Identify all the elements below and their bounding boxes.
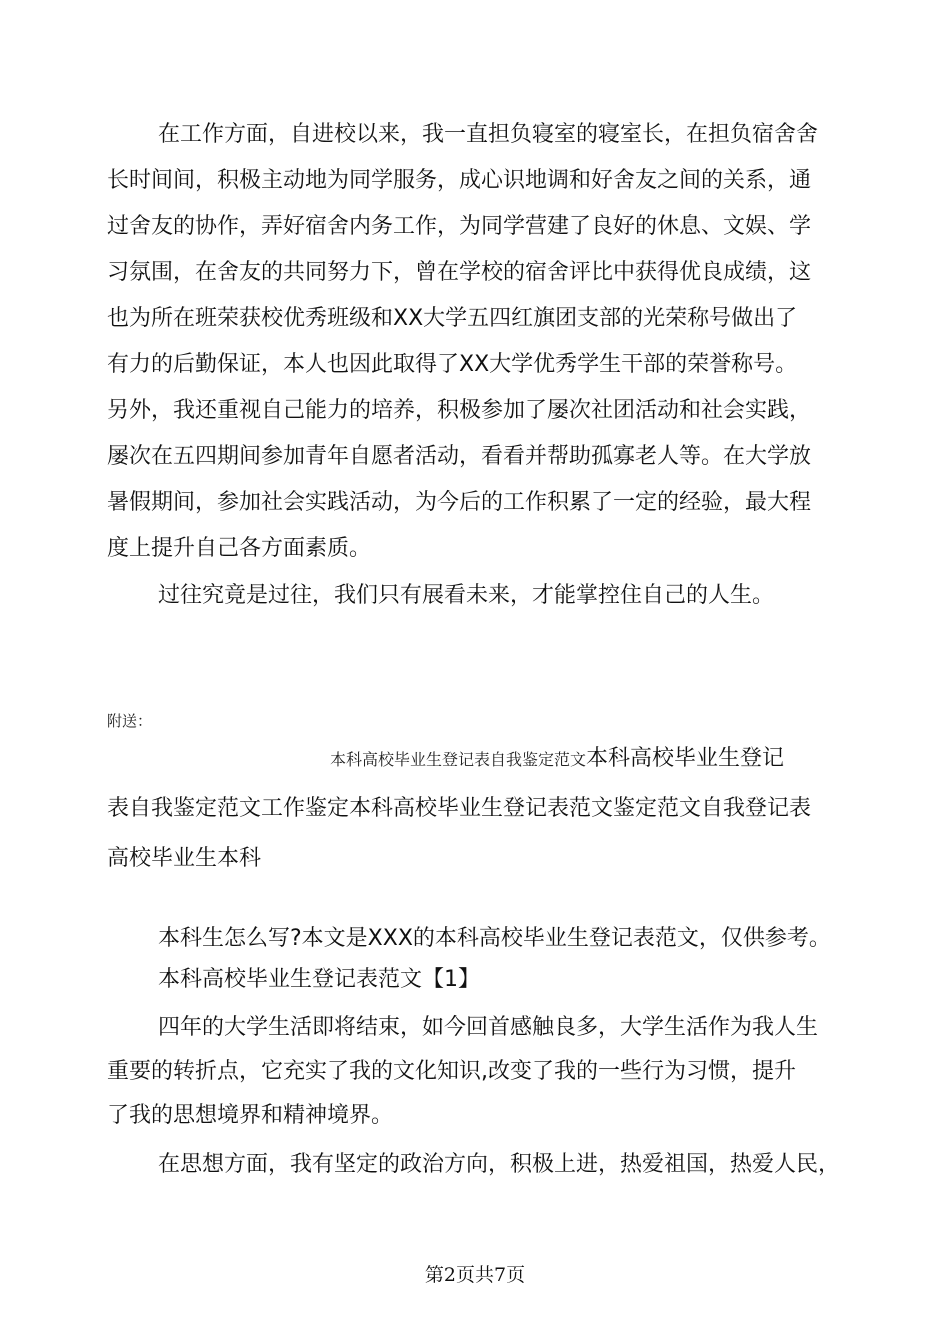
paragraph1-line: 也为所在班荣获校优秀班级和XX大学五四红旗团支部的光荣称号做出了 [107, 306, 798, 331]
paragraph1-line: 暑假期间，参加社会实践活动，为今后的工作积累了一定的经验，最大程 [107, 490, 812, 515]
paragraph1-line: 另外，我还重视自己能力的培养，积极参加了屡次社团活动和社会实践， [107, 398, 812, 423]
paragraph3-line: 在思想方面，我有坚定的政治方向，积极上进，热爱祖国，热爱人民， [158, 1152, 841, 1177]
section-title: 本科高校毕业生登记表范文【1】 [158, 967, 480, 992]
paragraph1-line: 度上提升自己各方面素质。 [107, 536, 372, 561]
paragraph1-line: 长时间间，积极主动地为同学服务，成心识地调和好舍友之间的关系，通 [107, 168, 812, 193]
paragraph1-line: 有力的后勤保证，本人也因此取得了XX大学优秀学生干部的荣誉称号。 [107, 352, 798, 377]
paragraph1-line: 习氛围，在舍友的共同努力下，曾在学校的宿舍评比中获得优良成绩，这 [107, 260, 812, 285]
appendix-label: 附送： [107, 712, 153, 730]
paragraph1-line: 在工作方面，自进校以来，我一直担负寝室的寝室长，在担负宿舍舍 [158, 122, 819, 147]
paragraph2-line: 四年的大学生活即将结束，如今回首感触良多，大学生活作为我人生 [158, 1015, 819, 1040]
paragraph2-line: 重要的转折点，它充实了我的文化知识,改变了我的一些行为习惯，提升 [107, 1059, 796, 1084]
paragraph1-line: 过舍友的协作，弄好宿舍内务工作，为同学营建了良好的休息、文娱、学 [107, 214, 812, 239]
paragraph1-line: 屡次在五四期间参加青年自愿者活动，看看并帮助孤寡老人等。在大学放 [107, 444, 812, 469]
heading-line-2: 表自我鉴定范文工作鉴定本科高校毕业生登记表范文鉴定范文自我登记表 [107, 796, 812, 821]
heading-large-part: 本科高校毕业生登记 [586, 746, 785, 771]
paragraph2-line: 了我的思想境界和精神境界。 [107, 1103, 394, 1128]
closing-line: 过往究竟是过往，我们只有展看未来，才能掌控住自己的人生。 [158, 583, 775, 608]
heading-small-part: 本科高校毕业生登记表自我鉴定范文 [330, 750, 587, 769]
intro-line: 本科生怎么写?本文是XXX的本科高校毕业生登记表范文，仅供参考。 [158, 926, 831, 951]
page-number: 第2页共7页 [424, 1264, 526, 1286]
heading-line-3: 高校毕业生本科 [107, 846, 262, 871]
heading-line-1 [330, 744, 784, 775]
